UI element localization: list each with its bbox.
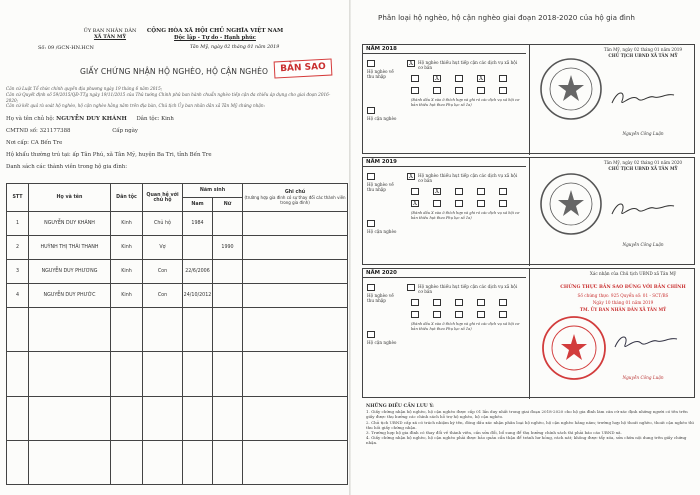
head-of-household-row — [6, 116, 174, 122]
cell-relation: Con — [143, 260, 183, 284]
cell-name: NGUYỄN DUY PHƯƠNG — [29, 260, 111, 284]
col-male: Nam — [183, 198, 213, 212]
legal-line: Căn cứ kết quả rà soát hộ nghèo, hộ cận nghèo hằng năm trên địa bàn, Chủ tịch Ủy ban nhân dân xã Tân Mỹ chứng nhận: — [6, 103, 266, 109]
income-poor-label: Hộ nghèo về thu nhập — [367, 69, 394, 79]
certify-line4: TM. ỦY BAN NHÂN DÂN XÃ TÂN MỸ — [579, 307, 667, 312]
signature-icon — [608, 87, 678, 111]
service-note: (Đánh dấu X vào ô thích hợp và ghi rõ các dịch vụ xã hội cơ bản thiếu hụt theo Phụ lục số 1a) — [411, 211, 520, 220]
cell-note — [243, 212, 348, 236]
table-row-empty — [7, 396, 348, 440]
cell-ethnic: Kinh — [111, 212, 143, 236]
head-label: Họ và tên chủ hộ: — [6, 116, 55, 122]
service-box-10 — [499, 200, 507, 207]
certify-line3: Ngày 10 tháng 01 năm 2019 — [592, 300, 654, 305]
national-header — [130, 28, 300, 42]
service-box-7 — [433, 87, 441, 94]
service-poor-checkbox: X — [408, 60, 414, 67]
service-box-8 — [455, 200, 463, 207]
service-box-10 — [499, 311, 507, 318]
cell-name: NGUYỄN DUY KHÁNH — [29, 212, 111, 236]
near-poor-checkbox — [367, 331, 375, 338]
cell-male: 1984 — [183, 212, 213, 236]
near-poor-checkbox — [367, 107, 375, 114]
id-label: CMTND số: — [6, 128, 38, 134]
col-ethnic: Dân tộc — [111, 184, 143, 212]
service-box-1 — [411, 299, 419, 306]
table-row-empty — [7, 440, 348, 484]
service-box-2: X — [434, 188, 440, 195]
service-box-9 — [477, 311, 485, 318]
service-box-8 — [455, 87, 463, 94]
service-poor-label: Hộ nghèo thiếu hụt tiếp cận các dịch vụ xã hội cơ bản — [418, 60, 518, 70]
near-poor-checkbox — [367, 220, 375, 227]
signer-name: Nguyễn Công Luận — [622, 242, 664, 247]
cell-female — [213, 212, 243, 236]
address-row — [6, 152, 212, 158]
nation-line1: CỘNG HÒA XÃ HỘI CHỦ NGHĨA VIỆT NAM — [146, 28, 284, 34]
year-2020-box — [362, 268, 695, 398]
service-box-10 — [499, 87, 507, 94]
service-poor-checkbox: X — [408, 173, 414, 180]
note-item: 4. Giấy chứng nhận hộ nghèo, hộ cận nghèo phải được bảo quản cẩn thận để tránh hư hỏng, rách nát; không được tẩy xóa, sửa chữa nội dung trên giấy chứng nhận. — [366, 435, 687, 446]
cell-female — [213, 260, 243, 284]
year-label: NĂM 2019 — [363, 158, 526, 167]
service-box-1 — [411, 75, 419, 82]
sign-title: CHỦ TỊCH UBND XÃ TÂN MỸ — [608, 53, 678, 58]
red-seal-icon — [539, 172, 603, 236]
cell-female — [213, 284, 243, 308]
cell-ethnic: Kinh — [111, 260, 143, 284]
certify-line2: Số chứng thực: 925 Quyển số: 01 - SCT/BS — [577, 293, 669, 298]
service-poor-label: Hộ nghèo thiếu hụt tiếp cận các dịch vụ xã hội cơ bản — [418, 284, 518, 294]
legal-line: Căn cứ Quyết định số 59/2015/QĐ-TTg ngày 19/11/2015 của Thủ tướng Chính phủ ban hành chuẩn nghèo tiếp cận đa chiều áp dụng cho giai đoạn 2016-2020; — [6, 91, 331, 103]
place-value: CA Bến Tre — [30, 140, 63, 146]
service-box-4: X — [478, 75, 484, 82]
classification-title: Phân loại hộ nghèo, hộ cận nghèo giai đoạn 2018-2020 của hộ gia đình — [378, 13, 635, 22]
notes-section — [366, 404, 696, 446]
red-seal-icon — [541, 315, 607, 381]
service-box-7 — [433, 311, 441, 318]
cell-stt: 1 — [7, 212, 29, 236]
page-fold — [349, 0, 351, 495]
table-row — [7, 236, 348, 260]
members-caption: Danh sách các thành viên trong hộ gia đình: — [6, 164, 128, 170]
service-box-4 — [477, 299, 485, 306]
cell-note — [243, 260, 348, 284]
cell-relation: Con — [143, 284, 183, 308]
address-value: ấp Tân Phú, xã Tân Mỹ, huyện Ba Tri, tỉnh Bến Tre — [72, 152, 212, 158]
service-box-2: X — [434, 75, 440, 82]
table-row — [7, 212, 348, 236]
col-relation: Quan hệ với chủ hộ — [143, 184, 183, 212]
sign-title: CHỦ TỊCH UBND XÃ TÂN MỸ — [608, 166, 678, 171]
service-box-8 — [455, 311, 463, 318]
address-label: Hộ khẩu thường trú tại: — [6, 152, 71, 158]
note-header-detail: (trường hợp gia đình có sự thay đổi các thành viên trong gia đình) — [244, 195, 346, 205]
page-title: GIẤY CHỨNG NHẬN HỘ NGHÈO, HỘ CẬN NGHÈO — [80, 67, 269, 76]
cell-ethnic: Kinh — [111, 236, 143, 260]
service-box-3 — [455, 75, 463, 82]
col-female: Nữ — [213, 198, 243, 212]
commune-date: Tân Mỹ, ngày 02 tháng 01 năm 2020 — [603, 160, 683, 165]
cell-stt: 2 — [7, 236, 29, 260]
nation-line2: Độc lập - Tự do - Hạnh phúc — [174, 35, 256, 41]
cell-male: 22/6/2006 — [183, 260, 213, 284]
cell-ethnic: Kinh — [111, 284, 143, 308]
service-box-5 — [499, 299, 507, 306]
income-poor-checkbox — [367, 60, 375, 67]
income-poor-checkbox — [367, 173, 375, 180]
service-box-3 — [455, 299, 463, 306]
cell-stt: 4 — [7, 284, 29, 308]
table-row — [7, 260, 348, 284]
copy-stamp: BẢN SAO — [274, 58, 333, 78]
col-name: Họ và tên — [29, 184, 111, 212]
near-poor-label: Hộ cận nghèo — [367, 229, 397, 234]
service-box-9 — [477, 87, 485, 94]
year-label: NĂM 2018 — [363, 45, 526, 54]
cell-relation: Vợ — [143, 236, 183, 260]
document-number: Số: 09 /GCN-HN.HCN — [38, 45, 94, 51]
table-row — [7, 284, 348, 308]
issue-date: Tân Mỹ, ngày 02 tháng 01 năm 2019 — [190, 45, 280, 50]
table-header-row — [7, 184, 348, 198]
service-box-6: X — [412, 200, 418, 207]
col-birth-year: Năm sinh — [183, 184, 243, 198]
note-header: Ghi chú — [284, 190, 306, 195]
issue-label: Cấp ngày — [112, 128, 138, 134]
service-box-2 — [433, 299, 441, 306]
signer-name: Nguyễn Công Luận — [622, 131, 664, 136]
id-number: 321177388 — [39, 128, 71, 134]
ethnic-value: Kinh — [161, 116, 174, 122]
year-2019-box — [362, 157, 695, 265]
year-2018-box — [362, 44, 695, 154]
service-box-6 — [411, 311, 419, 318]
place-label: Nơi cấp: — [6, 140, 29, 146]
classification-page — [352, 0, 700, 495]
notes-title: NHỮNG ĐIỀU CẦN LƯU Ý: — [366, 404, 434, 409]
note-item: 2. Chủ tịch UBND cấp xã có trách nhiệm ký tên, đóng dấu xác nhận phân loại hộ nghèo, hộ cận nghèo hằng năm; trường hợp hộ thoát nghèo, thoát cận nghèo thì thu hồi giấy chứng nhận. — [366, 419, 694, 430]
cell-note — [243, 284, 348, 308]
head-name: NGUYỄN DUY KHÁNH — [56, 116, 127, 122]
members-table — [6, 183, 348, 485]
certify-line1: CHỨNG THỰC BẢN SAO ĐÚNG VỚI BẢN CHÍNH — [560, 285, 686, 290]
ethnic-label: Dân tộc: — [136, 116, 160, 122]
cell-note — [243, 236, 348, 260]
legal-line: Căn cứ Luật Tổ chức chính quyền địa phương ngày 19 tháng 6 năm 2015; — [6, 86, 163, 91]
cell-name: HUỲNH THỊ THÁI THANH — [29, 236, 111, 260]
cell-stt: 3 — [7, 260, 29, 284]
service-box-5 — [499, 188, 507, 195]
id-row — [6, 128, 138, 134]
note-item: 1. Giấy chứng nhận hộ nghèo, hộ cận nghèo được cấp 01 lần duy nhất trong giai đoạn 2018-2020 cho hộ gia đình làm căn cứ xác định những người có tên trên giấy được thụ hưởng các chính sách hỗ trợ hộ nghèo, hộ cận nghèo. — [366, 409, 688, 420]
signature-icon — [611, 331, 681, 355]
near-poor-label: Hộ cận nghèo — [367, 340, 397, 345]
col-stt: STT — [7, 184, 29, 212]
service-note: (Đánh dấu X vào ô thích hợp và ghi rõ các dịch vụ xã hội cơ bản thiếu hụt theo Phụ lục số 1a) — [411, 322, 520, 331]
table-row-empty — [7, 308, 348, 352]
signer-name: Nguyễn Công Luận — [622, 375, 664, 380]
issue-place-row — [6, 140, 62, 146]
agency-line2: XÃ TÂN MỸ — [93, 34, 127, 40]
table-row-empty — [7, 352, 348, 396]
service-box-1 — [411, 188, 419, 195]
cell-relation: Chủ hộ — [143, 212, 183, 236]
service-box-4 — [477, 188, 485, 195]
service-box-7 — [433, 200, 441, 207]
cell-male: 24/10/2012 — [183, 284, 213, 308]
income-poor-label: Hộ nghèo về thu nhập — [367, 182, 394, 192]
note-item: 3. Trường hợp hộ gia đình có thay đổi về thành viên, cần sửa đổi, bổ sung để thụ hưởng chính sách thì phải báo cáo UBND xã. — [366, 430, 622, 436]
service-poor-label: Hộ nghèo thiếu hụt tiếp cận các dịch vụ xã hội cơ bản — [418, 173, 518, 183]
service-box-3 — [455, 188, 463, 195]
service-box-5 — [499, 75, 507, 82]
service-box-6 — [411, 87, 419, 94]
signature-icon — [608, 198, 678, 222]
col-note — [243, 184, 348, 212]
commune-date: Tân Mỹ, ngày 02 tháng 01 năm 2019 — [603, 47, 683, 52]
cell-male — [183, 236, 213, 260]
legal-basis — [6, 86, 341, 109]
cell-name: NGUYỄN DUY PHƯỚC — [29, 284, 111, 308]
income-poor-checkbox — [367, 284, 375, 291]
service-box-9 — [477, 200, 485, 207]
near-poor-label: Hộ cận nghèo — [367, 116, 397, 121]
agency-line1: ỦY BAN NHÂN DÂN — [83, 28, 137, 34]
commune-date: Xác nhận của Chủ tịch UBND xã Tân Mỹ — [589, 271, 677, 276]
service-note: (Đánh dấu X vào ô thích hợp và ghi rõ các dịch vụ xã hội cơ bản thiếu hụt theo Phụ lục số 1a) — [411, 98, 520, 107]
income-poor-label: Hộ nghèo về thu nhập — [367, 293, 394, 303]
year-label: NĂM 2020 — [363, 269, 526, 278]
service-poor-checkbox — [407, 284, 415, 291]
cell-female: 1990 — [213, 236, 243, 260]
red-seal-icon — [539, 57, 603, 121]
